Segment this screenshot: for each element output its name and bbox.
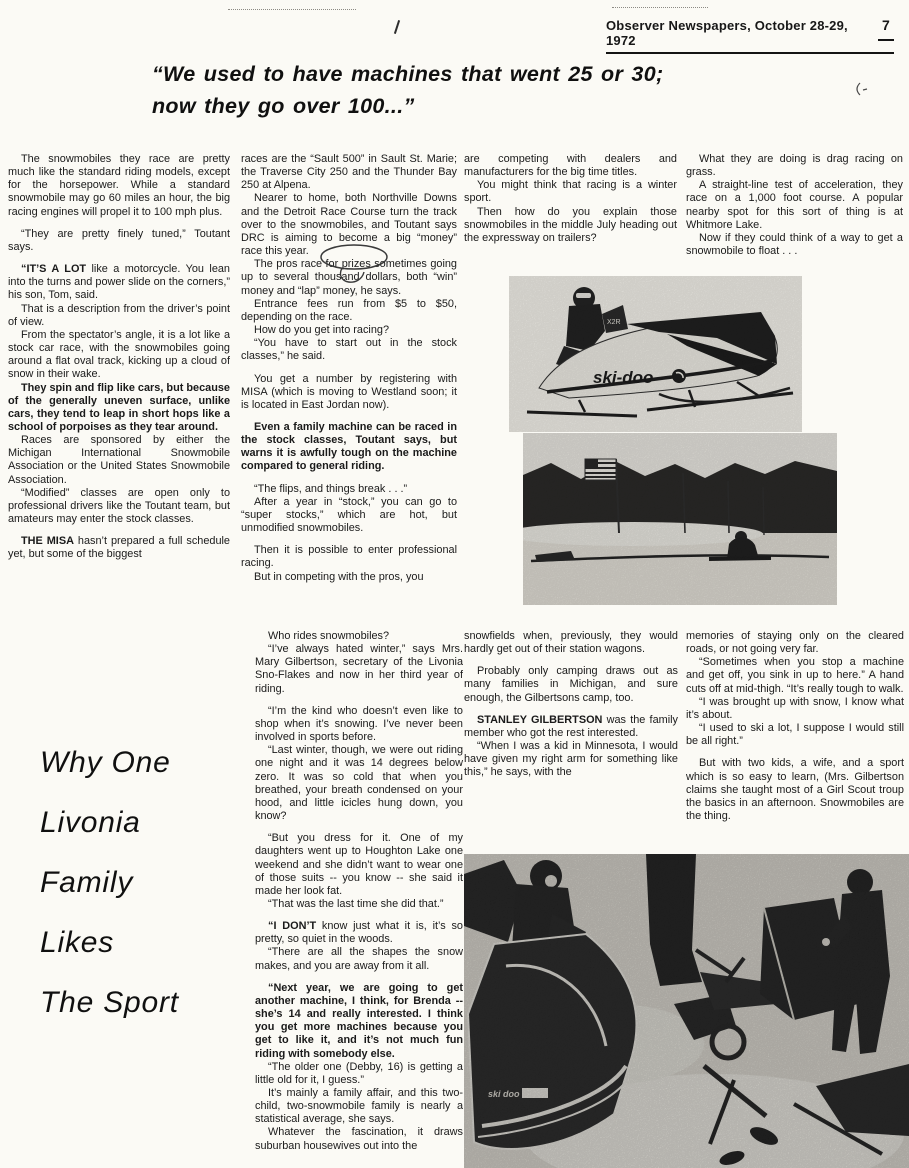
article-column-1 [8,153,230,631]
headline-line: Likes [40,926,115,959]
paragraph: are competing with dealers and manufacturers for the big time titles. [464,153,677,179]
paragraph: THE MISA hasn’t prepared a full schedule yet, but some of the biggest [8,535,230,561]
paragraph: Then how do you explain those snowmobiles in the middle July heading out the expressway on trailers? [464,205,677,244]
paragraph: “Next year, we are going to get another machine, I think, for Brenda -- she’s 14 and really interested. I think you get more machines because you get to like it, and it’s not much fun riding with somebody else. [255,981,463,1060]
paragraph: “I’m the kind who doesn’t even like to shop when it’s snowing. I’ve never been involved in sports before. [255,704,463,744]
paragraph-lead: “IT’S A LOT [21,263,87,276]
article-column-4 [686,153,903,289]
paragraph: STANLEY GILBERTSON was the family member who got the rest interested. [464,713,678,739]
headline-line: The Sport [40,986,179,1019]
paragraph: But with two kids, a wife, and a sport which is so easy to learn, (Mrs. Gilbertson claims she taught most of a Girl Scout troup the basics in an afternoon. Snowmobiles are the thing. [686,757,904,823]
paragraph: “There are all the shapes the snow makes, and you are away from it all. [255,946,463,972]
sled-number: X2R [607,319,621,326]
paragraph: Who rides snowmobiles? [268,630,390,642]
headline-line: Livonia [40,806,141,839]
paragraph: “I DON’T know just what it is, it’s so pretty, so quiet in the woods. [255,920,463,946]
paragraph: A straight-line test of acceleration, they race on a 1,000 foot course. A popular nearby spot for this sort of thing is at Whitmore Lake. [686,179,903,231]
paragraph: Nearer to home, both Northville Downs and the Detroit Race Course turn the track over to the snowmobiles, and Toutant says DRC is aiming to become a big “money” race this year. [241,192,457,258]
photo-campsite [464,854,909,1168]
page-number-underline [878,39,894,41]
pull-quote [152,58,822,122]
paragraph: The pros race for prizes sometimes going up to several thousand dollars, both “win” money and “lap” money, he says. [241,258,457,297]
pull-quote-line-1: “We used to have machines that went 25 or 30; [152,62,664,86]
paragraph: “Sometimes when you stop a machine and get off, you sink in up to here.” A hand cuts off at mid-thigh. “It’s really tough to walk. [686,656,904,695]
scan-dot-row [228,9,356,10]
article-column-3 [464,153,677,279]
paragraph: “You have to start out in the stock classes,” he said. [241,337,457,363]
paragraph: The snowmobiles they race are pretty much like the standard riding models, except for the horsepower. While a standard snowmobile may go 60 miles an hour, the big racing engines will propel it to 100 mph plus. [8,153,230,218]
scan-slash-mark [394,20,400,34]
article-column-6 [464,630,678,856]
article-column-5 [255,630,463,1168]
paragraph: Probably only camping draws out as many families in Michigan, and sure enough, the Gilbertsons camp, too. [464,665,678,704]
paragraph: races are the “Sault 500” in Sault St. Marie; the Traverse City 250 and the Thunder Bay 250 at Alpena. [241,153,457,192]
paragraph-lead: THE MISA [21,535,74,548]
paragraph: “When I was a kid in Minnesota, I would have given my right arm for something like this,” he says, with the [464,740,678,779]
photo-racing-snowmobile [509,276,802,432]
article-column-2 [241,153,457,635]
photo-race-track [523,433,837,605]
scan-dot-row [612,7,708,8]
paragraph: What they are doing is drag racing on grass. [686,153,903,179]
paragraph-lead: STANLEY GILBERTSON [477,713,603,726]
paragraph: It’s mainly a family affair, and this two-child, two-snowmobile family is nearly a statistical average, she says. [255,1087,463,1126]
ski-doo-hood-text: ski doo [488,1089,520,1099]
paragraph: “The older one (Debby, 16) is getting a little old for it, I guess.” [255,1060,463,1086]
paragraph: “Last winter, though, we were out riding one night and it was 14 degrees below zero. It was so cold that when you breathed, your breath condensed on your hood, and little icicles hung down, you know? [255,744,463,823]
paragraph: “They are pretty finely tuned,” Toutant says. [8,227,230,253]
pull-quote-line-2: now they go over 100...” [152,94,415,118]
paragraph: After a year in “stock,” you can go to “super stocks,” which are hot, but unmodified snowmobiles. [241,495,457,535]
paragraph: That is a description from the driver’s point of view. [8,302,230,328]
headline-line: Family [40,866,134,899]
masthead [606,17,894,54]
paragraph: “That was the last time she did that.” [268,897,444,910]
paragraph-lead: “I DON’T [268,920,317,933]
pen-circle-mark [312,242,398,290]
paragraph: Races are sponsored by either the Michigan International Snowmobile Association or the United States Snowmobile Association. [8,434,230,486]
section-headline [40,746,245,1046]
paragraph: They spin and flip like cars, but because of the generally uneven surface, unlike cars, they tend to leap in short hops like a school of porpoises as they tear around. [8,381,230,433]
paragraph: Entrance fees run from $5 to $50, depending on the race. [241,297,457,323]
paragraph: “I was brought up with snow, I know what it’s about. [686,695,904,721]
newspaper-title: Observer Newspapers, October 28-29, 1972 [606,18,848,48]
paragraph: snowfields when, previously, they would hardly get out of their station wagons. [464,630,678,656]
ski-doo-logo-text: ski-doo [593,368,654,387]
paragraph: “IT’S A LOT like a motorcycle. You lean into the turns and power slide on the corners,” his son, Tom, said. [8,263,230,302]
paragraph: “But you dress for it. One of my daughters went up to Houghton Lake one weekend and she didn’t want to wear one of those suits -- you know -- she said it made her look fat. [255,832,463,897]
paragraph: Even a family machine can be raced in the stock classes, Toutant says, but warns it is awfully tough on the machine compared to general riding. [241,420,457,473]
paragraph: You get a number by registering with MISA (which is moving to Westland soon; it is located in East Jordan now). [241,372,457,411]
paragraph: Now if they could think of a way to get a snowmobile to float . . . [686,231,903,258]
scan-pen-tick [855,82,869,98]
paragraph: Then it is possible to enter professional racing. [241,544,457,570]
paragraph: “I’ve always hated winter,” says Mrs. Mary Gilbertson, secretary of the Livonia Sno-Flakes and now in her third year of riding. [255,643,463,695]
paragraph: “Modified” classes are open only to professional drivers like the Toutant team, but amateurs may enter the stock classes. [8,486,230,526]
headline-line: Why One [40,746,171,779]
paragraph: memories of staying only on the cleared roads, or not going very far. [686,630,904,656]
article-column-7 [686,630,904,858]
paragraph: Whatever the fascination, it draws suburban housewives out into the [255,1126,463,1152]
paragraph: “I used to ski a lot, I suppose I would still be all right.” [686,722,904,748]
paragraph: How do you get into racing? [254,324,390,337]
paragraph: “The flips, and things break . . .” [254,482,408,495]
paragraph: From the spectator’s angle, it is a lot like a stock car race, with the snowmobiles going around a flat oval track, kicking up a cloud of snow in their wake. [8,328,230,381]
paragraph: You might think that racing is a winter sport. [464,179,677,205]
paragraph: But in competing with the pros, you [254,570,424,583]
page-number: 7 [878,17,894,33]
